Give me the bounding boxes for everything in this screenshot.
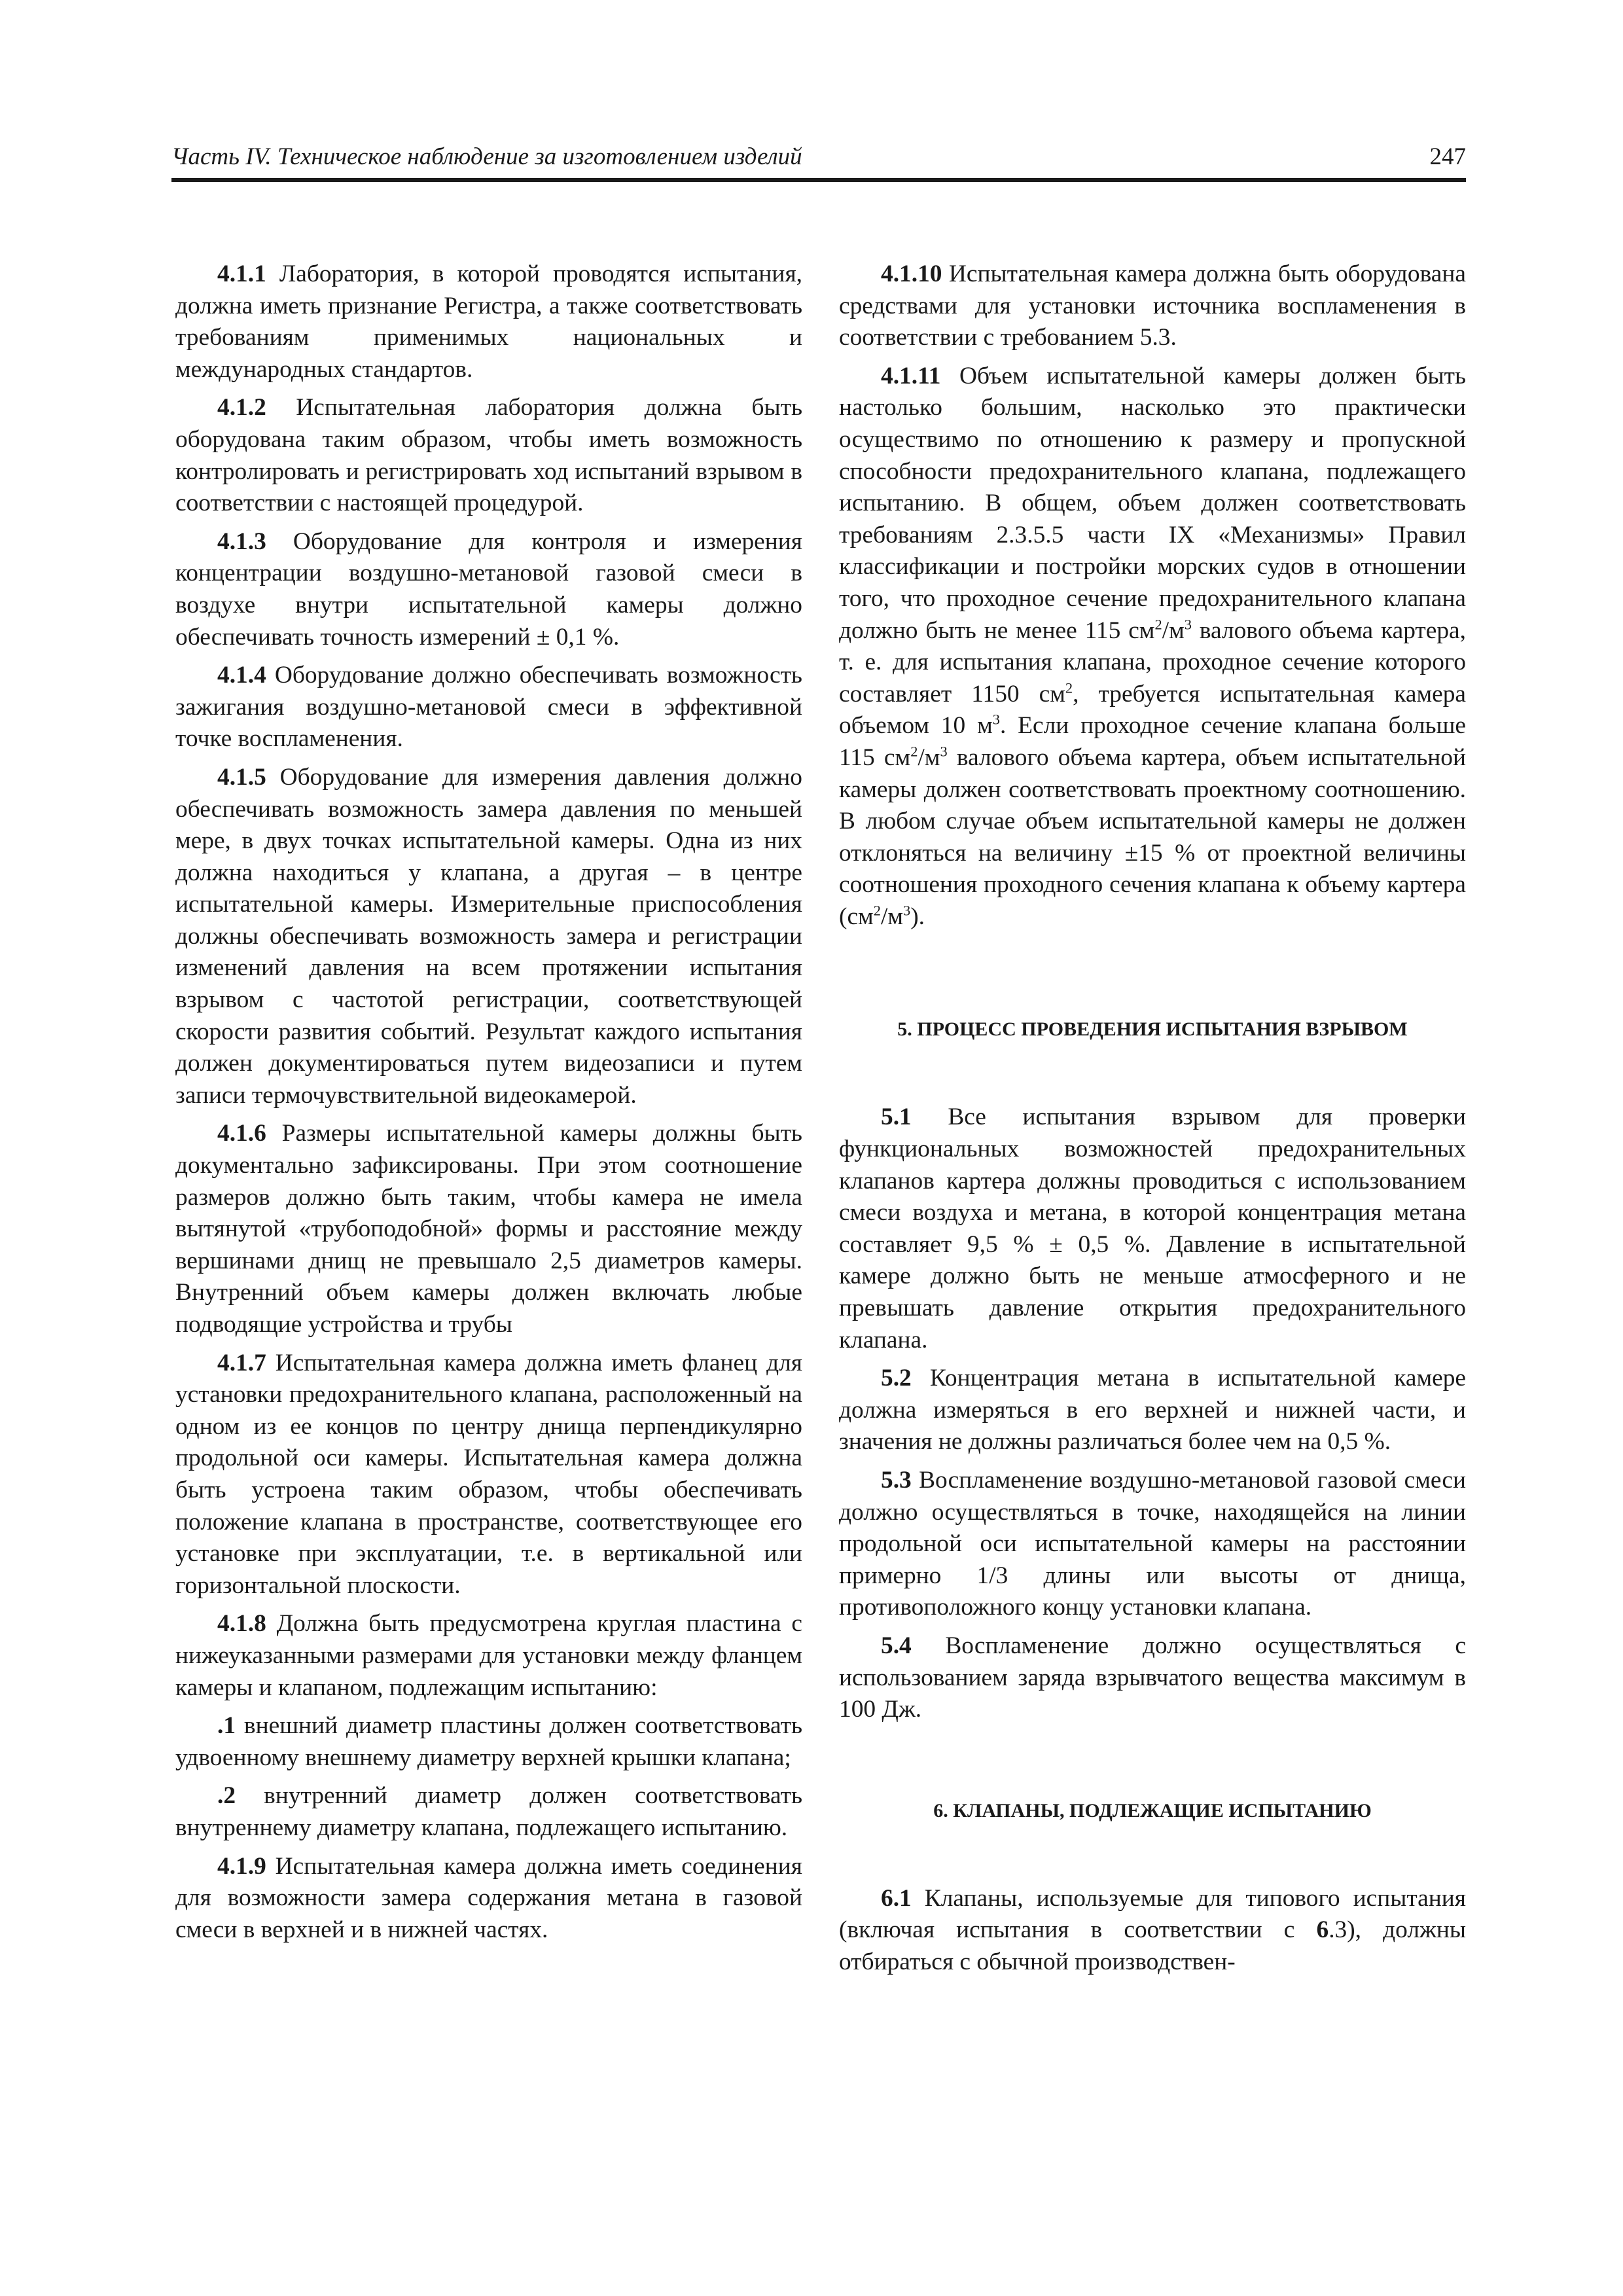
paragraph-5-3: 5.3 Воспламенение воздушно-метановой газовой смеси должно осуществляться в точке, находящейся на линии продольной оси испытательной камеры на расстоянии примерно 1/3 длины или высоты от днища, противоположного концу установки клапана. [839,1467,1466,1621]
running-header-title: Часть IV. Техническое наблюдение за изготовлением изделий [171,143,802,170]
paragraph-4-1-2: 4.1.2 Испытательная лаборатория должна быть оборудована таким образом, чтобы иметь возможность контролировать и регистрировать ход испытаний взрывом в соответствии с настоящей процедурой. [175,394,802,517]
list-item-1: .1 внешний диаметр пластины должен соответствовать удвоенному внешнему диаметру верхней крышки клапана; [175,1712,802,1771]
page-number: 247 [1429,143,1466,170]
paragraph-4-1-4: 4.1.4 Оборудование должно обеспечивать возможность зажигания воздушно-метановой смеси в эффективной точке воспламенения. [175,662,802,753]
running-header [171,143,1466,179]
header-rule [171,178,1466,182]
paragraph-4-1-1: 4.1.1 Лаборатория, в которой проводятся испытания, должна иметь признание Регистра, а также соответствовать требованиям применимых национальных и международных стандартов. [175,260,802,383]
paragraph-4-1-8: 4.1.8 Должна быть предусмотрена круглая пластина с нижеуказанными размерами для установки между фланцем камеры и клапаном, подлежащим испытанию: [175,1610,802,1701]
paragraph-5-4: 5.4 Воспламенение должно осуществляться с использованием заряда взрывчатого вещества максимум в 100 Дж. [839,1632,1466,1723]
paragraph-4-1-11: 4.1.11 Объем испытательной камеры должен быть настолько большим, насколько это практически осуществимо по отношению к размеру и пропускной способности предохранительного клапана, подлежащего испытанию. В общем, объем должен соответствовать требованиям 2.3.5.5 части IX «Механизмы» Правил классификации и постройки морских судов в отношении того, что проходное сечение предохранительного клапана должно быть не менее 115 $см^2/м^3$ валового объема картера, т. е. для испытания клапана, проходное сечение которого составляет 1150 $см^2$, требуется испытательная камера объемом 10 $м^3$. Если проходное сечение клапана больше 115 $см^2/м^3$ валового объема картера, объем испытательной камеры должен соответствовать проектному соотношению. В любом случае объем испытательной камеры не должен отклоняться на величину ±15 % от проектной величины соотношения проходного сечения клапана к объему картера $(см^2/м^3)$. [839,362,1467,930]
section-6-heading: 6. КЛАПАНЫ, ПОДЛЕЖАЩИЕ ИСПЫТАНИЮ [933,1799,1372,1821]
left-column [175,259,802,1952]
paragraph-5-1: 5.1 Все испытания взрывом для проверки функциональных возможностей предохранительных клапанов картера должны проводиться с использованием смеси воздуха и метана, в которой концентрация метана составляет 9,5 % ± 0,5 %. Давление в испытательной камере должно быть не меньше атмосферного и не превышать давление открытия предохранительного клапана. [839,1103,1466,1354]
paragraph-4-1-5: 4.1.5 Оборудование для измерения давления должно обеспечивать возможность замера давления по меньшей мере, в двух точках испытательной камеры. Одна из них должна находиться у клапана, а другая – в центре испытательной камеры. Измерительные приспособления должны обеспечивать возможность замера и регистрации изменений давления на всем протяжении испытания взрывом с частотой регистрации, соответствующей скорости развития событий. Результат каждого испытания должен документироваться путем видеозаписи и путем записи термочувствительной видеокамерой. [175,763,802,1109]
paragraph-4-1-6: 4.1.6 Размеры испытательной камеры должны быть документально зафиксированы. При этом соотношение размеров должно быть таким, чтобы камера не имела вытянутой «трубоподобной» формы и расстояние между вершинами днищ не превышало 2,5 диаметров камеры. Внутренний объем камеры должен включать любые подводящие устройства и трубы [175,1120,802,1338]
paragraph-4-1-10: 4.1.10 Испытательная камера должна быть оборудована средствами для установки источника воспламенения в соответствии с требованием 5.3. [839,260,1466,351]
paragraph-6-1: 6.1 Клапаны, используемые для типового испытания (включая испытания в соответствии с 6.3), должны отбираться с обычной производствен- [839,1884,1466,1975]
section-5-heading: 5. ПРОЦЕСС ПРОВЕДЕНИЯ ИСПЫТАНИЯ ВЗРЫВОМ [897,1018,1408,1041]
paragraph-4-1-9: 4.1.9 Испытательная камера должна иметь соединения для возможности замера содержания метана в газовой смеси в верхней и в нижней частях. [175,1852,802,1943]
paragraph-5-2: 5.2 Концентрация метана в испытательной камере должна измеряться в его верхней и нижней части, и значения не должны различаться более чем на 0,5 %. [839,1365,1466,1456]
paragraph-4-1-3: 4.1.3 Оборудование для контроля и измерения концентрации воздушно-метановой газовой смеси в воздухе внутри испытательной камеры должно обеспечивать точность измерений ± 0,1 %. [175,528,802,651]
paragraph-4-1-7: 4.1.7 Испытательная камера должна иметь фланец для установки предохранительного клапана, расположенный на одном из ее концов по центру днища перпендикулярно продольной оси камеры. Испытательная камера должна быть устроена таким образом, чтобы обеспечивать положение клапана в пространстве, соответствующее его установке при эксплуатации, т.е. в вертикальной или горизонтальной плоскости. [175,1349,802,1599]
list-item-2: .2 внутренний диаметр должен соответствовать внутреннему диаметру клапана, подлежащего испытанию. [175,1782,802,1841]
right-column [839,259,1466,1985]
